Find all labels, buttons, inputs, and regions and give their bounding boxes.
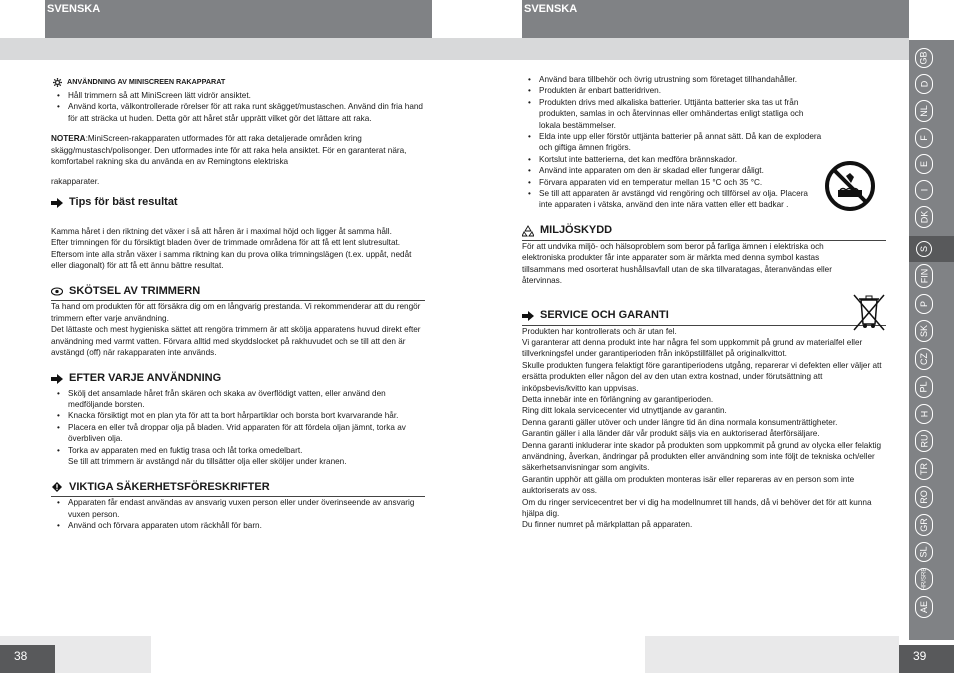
header-band <box>0 38 477 60</box>
right-page <box>477 0 954 673</box>
tab-i[interactable]: I <box>915 180 933 200</box>
crossed-bin-symbol <box>852 292 886 332</box>
care-line: Ta hand om produkten för att försäkra dig om en långvarig prestanda. Vi rekommenderar att du rengör trimmern efter varje användning. <box>51 302 421 323</box>
header-band <box>477 38 909 60</box>
tab-gr[interactable]: GR <box>915 514 933 536</box>
service-line: Garantin upphör att gälla om produkten monteras isär eller repareras av en person som inte auktoriserats av oss. <box>522 474 855 496</box>
service-heading-text: SERVICE OCH GARANTI <box>540 308 669 321</box>
service-line: Denna garanti inkluderar inte skador på produkten som uppkommit på grund av olycka eller felaktig användning, åverkan, ändringar på produkten eller användning som inte följt de tekniska och/eller säkerhetsanvisningar som angivits. <box>522 440 882 473</box>
service-line: Vi garanterar att denna produkt inte har några fel som uppkommit på grund av materialfel eller tillverkningsfel under garantiperioden från inköpstillfället på originalkvittot. <box>522 337 863 359</box>
list-item: • Förvara apparaten vid en temperatur mellan 15 °C och 35 °C. <box>522 177 822 188</box>
note-text: :MiniScreen-rakapparaten utformades för att raka detaljerade områden kring skägg/mustasch/polisonger. Den utformades inte för att raka hela ansiktet. För en garanterat nära, komfortabel rakning ska du använda en av Remingtons elektriska <box>51 134 407 167</box>
tab-ru[interactable]: RU <box>915 430 933 452</box>
tab-p[interactable]: P <box>915 294 933 314</box>
tab-hr-srb[interactable]: HR/SRB <box>915 568 933 590</box>
service-line: Ring ditt lokala servicecenter vid utnyttjande av garantin. <box>522 406 727 416</box>
service-line: Skulle produkten fungera felaktigt före garantiperiodens utgång, reparerar vi defekten eller väljer att ersätta produkten eller någon del av den utan extra kostnad, under förutsättning att inköpsbevis/kvitto kan uppvisas. <box>522 360 882 393</box>
service-line: Detta innebär inte en förlängning av garantiperioden. <box>522 394 714 404</box>
note-paragraph <box>51 133 425 167</box>
list-item: • Använd bara tillbehör och övrig utrustning som företaget tillhandahåller. <box>522 74 822 85</box>
list-item: • Använd korta, välkontrollerade rörelser för att raka runt skägget/mustaschen. Använd din fria hand för att sträcka ut huden. Detta gör att håret står upprätt vilket gör det lättare att raka. <box>51 101 425 124</box>
language-header: SVENSKA <box>45 0 432 38</box>
arrow-right-icon <box>522 310 534 322</box>
tab-d[interactable]: D <box>915 74 933 94</box>
service-line: Om du ringer servicecentret ber vi dig ha modellnumret till hands, då vi behöver det för att kunna hjälpa dig. <box>522 497 872 518</box>
list-item: • Produkten är enbart batteridriven. <box>522 85 822 96</box>
after-use-heading <box>51 373 425 388</box>
gear-icon <box>51 76 63 88</box>
after-use-note: Se till att trimmern är avstängd när du tillsätter olja eller sköljer under kranen. <box>68 456 347 466</box>
tab-h[interactable]: H <box>915 404 933 424</box>
warning-icon <box>51 481 63 493</box>
care-line: Det lättaste och mest hygieniska sättet att rengöra trimmern är att skölja apparatens huvud direkt efter användning med varmt vatten. Förvara alltid med skyddslocket på rakhuvudet och se till att den är avstängd (off) när rakapparaten inte används. <box>51 325 421 358</box>
tab-s-active[interactable] <box>909 236 954 262</box>
tab-nl[interactable]: NL <box>915 100 933 122</box>
list-item: • Apparaten får endast användas av ansvarig vuxen person eller under överinseende av ansvarig vuxen person. <box>51 497 425 520</box>
note-label: NOTERA <box>51 134 86 144</box>
tab-tr[interactable]: TR <box>915 458 933 480</box>
tab-cz[interactable]: CZ <box>915 348 933 370</box>
tab-pl[interactable]: PL <box>915 376 933 398</box>
environment-heading-text: MILJÖSKYDD <box>540 224 613 237</box>
language-tabs <box>909 40 954 640</box>
tips-line: Kamma håret i den riktning det växer i så att håren är i maximal höjd och ligger åt samma håll. <box>51 226 392 236</box>
safety-heading-text: VIKTIGA SÄKERHETSFÖRESKRIFTER <box>69 480 270 493</box>
note-tail: rakapparater. <box>51 177 100 187</box>
tips-line: Eftersom inte alla strån växer i samma riktning kan du prova olika trimningslägen (t.ex. uppåt, nedåt eller diagonalt) för att få ett ännu bättre resultat. <box>51 249 412 271</box>
care-heading-text: SKÖTSEL AV TRIMMERN <box>69 284 201 297</box>
arrow-right-icon <box>51 373 63 385</box>
miniscreen-heading <box>51 76 425 88</box>
safety-list <box>51 497 425 531</box>
tab-f[interactable]: F <box>915 128 933 148</box>
list-item: • Använd och förvara apparaten utom räckhåll för barn. <box>51 520 425 531</box>
page-number: 38 <box>0 645 55 673</box>
after-use-heading-text: EFTER VARJE ANVÄNDNING <box>69 371 222 384</box>
tab-sl[interactable]: SL <box>915 542 933 562</box>
list-item: • Håll trimmern så att MiniScreen lätt vidrör ansiktet. <box>51 90 425 101</box>
page-number: 39 <box>899 645 954 673</box>
list-item: • Torka av apparaten med en fuktig trasa och låt torka omedelbart. <box>51 445 425 456</box>
list-item: • Placera en eller två droppar olja på bladen. Vrid apparaten för att fördela oljan jämnt, torka av överbliven olja. <box>51 422 425 445</box>
tab-sk[interactable]: SK <box>915 320 933 342</box>
eye-icon <box>51 285 63 297</box>
list-item: • Knacka försiktigt mot en plan yta för att ta bort hårpartiklar och borsta bort kvarvarande hår. <box>51 410 425 421</box>
safety-heading <box>51 481 425 497</box>
tab-s-label: S <box>916 241 932 257</box>
tab-dk[interactable]: DK <box>915 206 933 228</box>
tab-ro[interactable]: RO <box>915 486 933 508</box>
arrow-right-icon <box>51 197 63 209</box>
safety-continued-list <box>522 74 822 211</box>
tab-gb[interactable]: GB <box>915 48 933 68</box>
service-line: Denna garanti gäller utöver och under längre tid än dina normala konsumenträttigheter. <box>522 417 838 427</box>
environment-text: För att undvika miljö- och hälsoproblem som beror på farliga ämnen i elektriska och elektroniska produkter får inte apparater som är märkta med denna symbol kastas tillsammans med osorterat hushållsavfall utan de ska tillvaratagas, återanvändas eller återvinnas. <box>522 241 832 286</box>
after-use-list <box>51 388 425 456</box>
language-header: SVENSKA <box>522 0 909 38</box>
service-line: Produkten har kontrollerats och är utan fel. <box>522 326 677 336</box>
service-line: Garantin gäller i alla länder där vår produkt säljs via en auktoriserad återförsäljare. <box>522 429 820 439</box>
miniscreen-heading-text: ANVÄNDNING AV MINISCREEN RAKAPPARAT <box>67 77 226 87</box>
tab-fin[interactable]: FIN <box>915 264 933 288</box>
service-heading <box>522 310 886 326</box>
tab-ae[interactable]: AE <box>915 596 933 618</box>
tab-e[interactable]: E <box>915 154 933 174</box>
tips-line: Efter trimningen för du försiktigt bladen över de trimmade områdena för att få ett lent slutresultat. <box>51 238 401 248</box>
right-content <box>522 74 886 531</box>
footer-band <box>645 636 899 673</box>
tips-heading-text: Tips för bäst resultat <box>69 196 178 209</box>
no-water-symbol <box>824 160 876 212</box>
list-item: • Använd inte apparaten om den är skadad eller fungerar dåligt. <box>522 165 822 176</box>
list-item: • Skölj det ansamlade håret från skären och skaka av överflödigt vatten, eller använd den medföljande borsten. <box>51 388 425 411</box>
list-item: • Se till att apparaten är avstängd vid rengöring och tillförsel av olja. Placera inte apparaten i vätska, använd den inte nära vatten eller ett badkar . <box>522 188 822 211</box>
care-heading <box>51 285 425 301</box>
service-line: Du finner numret på märkplattan på apparaten. <box>522 520 693 530</box>
recycle-icon <box>522 225 534 237</box>
list-item: • Produkten drivs med alkaliska batterier. Uttjänta batterier ska tas ut från produkten, samlas in och återvinnas eller omhändertas enligt statliga och lokala bestämmelser. <box>522 97 822 131</box>
list-item: • Elda inte upp eller förstör uttjänta batterier på annat sätt. Då kan de explodera och giftiga ämnen frigörs. <box>522 131 822 154</box>
left-content <box>51 76 425 532</box>
miniscreen-list <box>51 90 425 124</box>
tips-heading <box>51 197 425 212</box>
list-item: • Kortslut inte batterierna, det kan medföra brännskador. <box>522 154 822 165</box>
environment-heading <box>522 225 886 241</box>
